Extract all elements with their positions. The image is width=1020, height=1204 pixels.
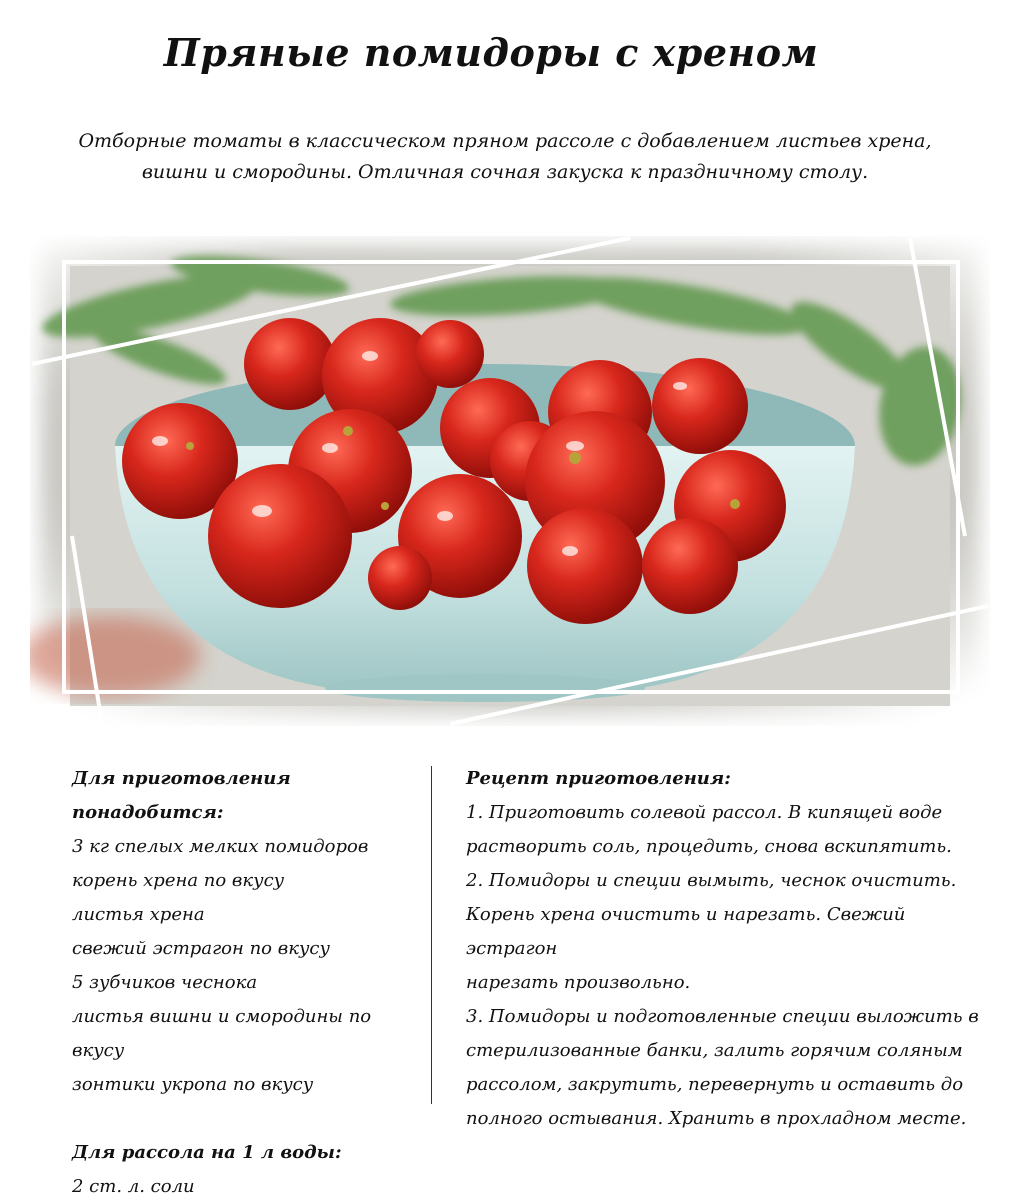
recipe-line: рассолом, закрутить, перевернуть и оставить до [466,1074,964,1095]
ingredients-list [72,830,422,1102]
list-item: корень хрена по вкусу [72,870,285,891]
ingredients-column [72,762,422,1204]
recipe-line: Корень хрена очистить и нарезать. Свежий эстрагон [466,904,906,959]
brine-heading: Для рассола на 1 л воды: [72,1142,342,1163]
recipe-line: 2. Помидоры и специи вымыть, чеснок очистить. [466,870,957,891]
page-subtitle: Отборные томаты в классическом пряном рассоле с добавлением листьев хрена, вишни и смородины. Отличная сочная закуска к праздничному столу. [78,130,932,183]
brine-list [72,1170,422,1204]
ingredients-heading: Для приготовления понадобится: [72,768,291,823]
list-item: свежий эстрагон по вкусу [72,938,330,959]
recipe-heading: Рецепт приготовления: [466,768,731,789]
list-item: зонтики укропа по вкусу [72,1074,314,1095]
recipe-column [466,762,986,1136]
recipe-line: нарезать произвольно. [466,972,691,993]
list-item: 5 зубчиков чеснока [72,972,258,993]
recipe-line: растворить соль, процедить, снова вскипятить. [466,836,952,857]
recipe-line: 3. Помидоры и подготовленные специи выложить в [466,1006,979,1027]
recipe-line: стерилизованные банки, залить горячим соляным [466,1040,963,1061]
tomato-bowl-photo [30,236,990,726]
page-title: Пряные помидоры с хреном [163,30,819,75]
list-item: листья вишни и смородины по вкусу [72,1006,372,1061]
recipe-line: 1. Приготовить солевой рассол. В кипящей воде [466,802,943,823]
recipe-line: полного остывания. Хранить в прохладном месте. [466,1108,967,1129]
list-item: листья хрена [72,904,205,925]
list-item: 2 ст. л. соли [72,1176,195,1197]
list-item: 3 кг спелых мелких помидоров [72,836,369,857]
column-divider [431,766,432,1104]
